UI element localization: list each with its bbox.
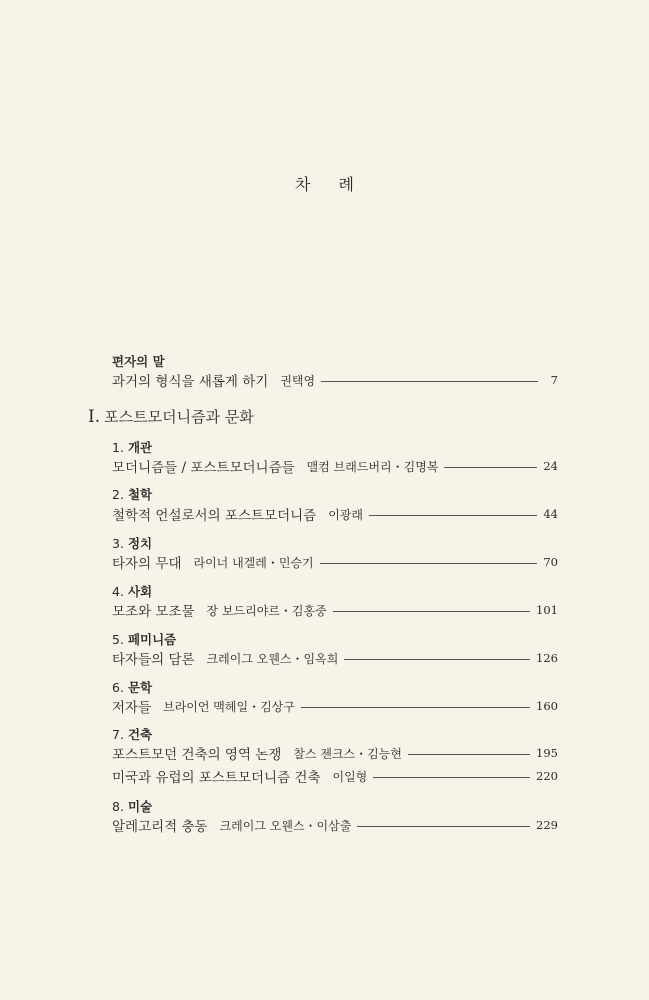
dot-leader	[320, 563, 538, 564]
entry-title: 미국과 유럽의 포스트모더니즘 건축	[112, 770, 321, 786]
entry-title: 알레고리적 충동	[112, 819, 208, 835]
section-heading-4: 4. 사회	[112, 584, 153, 599]
entry-page: 220	[536, 769, 558, 783]
toc-entry[interactable]	[112, 504, 558, 524]
entry-title: 타자들의 담론	[112, 652, 195, 668]
toc-entry[interactable]	[112, 743, 558, 763]
entry-page: 44	[543, 507, 558, 521]
entry-author: 라이너 내겔레・민승기	[193, 555, 314, 570]
dot-leader	[373, 777, 530, 778]
dot-leader	[301, 707, 530, 708]
dot-leader	[444, 467, 537, 468]
section-heading-7: 7. 건축	[112, 727, 153, 742]
entry-author: 장 보드리야르・김홍중	[206, 603, 327, 618]
entry-author: 크레이그 오웬스・이삼출	[219, 818, 352, 833]
entry-page: 229	[536, 818, 558, 832]
entry-page: 7	[550, 373, 558, 387]
entry-page: 195	[536, 746, 558, 760]
entry-page: 101	[536, 603, 558, 617]
section-heading-3: 3. 정치	[112, 536, 153, 551]
section-heading-8: 8. 미술	[112, 799, 153, 814]
toc-entry-preface[interactable]	[112, 370, 558, 390]
entry-author: 이일형	[332, 769, 368, 784]
entry-page: 24	[543, 459, 558, 473]
toc-entry[interactable]	[112, 456, 558, 476]
entry-author: 권택영	[280, 373, 316, 388]
entry-title: 모더니즘들 / 포스트모더니즘들	[112, 460, 295, 476]
section-heading-6: 6. 문학	[112, 680, 153, 695]
toc-entry[interactable]	[112, 766, 558, 786]
dot-leader	[369, 515, 537, 516]
entry-author: 찰스 젠크스・김능현	[293, 746, 402, 761]
entry-author: 맬컴 브래드버리・김명복	[306, 459, 439, 474]
dot-leader	[344, 659, 530, 660]
entry-author: 이광래	[328, 507, 363, 522]
dot-leader	[357, 826, 530, 827]
entry-author: 크레이그 오웬스・임옥희	[206, 651, 339, 666]
title-char-2: 례	[338, 175, 354, 194]
entry-page: 160	[536, 699, 558, 713]
entry-title: 철학적 언설로서의 포스트모더니즘	[112, 508, 317, 524]
entry-title: 포스트모던 건축의 영역 논쟁	[112, 747, 282, 763]
dot-leader	[321, 381, 538, 382]
entry-page: 126	[536, 651, 558, 665]
dot-leader	[408, 754, 530, 755]
section-heading-5: 5. 페미니즘	[112, 632, 177, 647]
toc-entry[interactable]	[112, 648, 558, 668]
section-heading-2: 2. 철학	[112, 487, 153, 502]
entry-title: 과거의 형식을 새롭게 하기	[112, 374, 269, 390]
title-char-1: 차	[295, 175, 311, 194]
toc-entry[interactable]	[112, 600, 558, 620]
page-title	[0, 172, 649, 195]
part-heading: Ⅰ. 포스트모더니즘과 문화	[88, 407, 254, 427]
entry-title: 타자의 무대	[112, 556, 182, 572]
toc-entry[interactable]	[112, 696, 558, 716]
toc-entry[interactable]	[112, 552, 558, 572]
entry-page: 70	[543, 555, 558, 569]
preface-heading: 편자의 말	[112, 354, 165, 369]
dot-leader	[333, 611, 530, 612]
entry-title: 모조와 모조물	[112, 604, 195, 620]
entry-title: 저자들	[112, 700, 152, 716]
section-heading-1: 1. 개관	[112, 440, 153, 455]
entry-author: 브라이언 맥헤일・김상구	[163, 699, 295, 714]
toc-entry[interactable]	[112, 815, 558, 835]
